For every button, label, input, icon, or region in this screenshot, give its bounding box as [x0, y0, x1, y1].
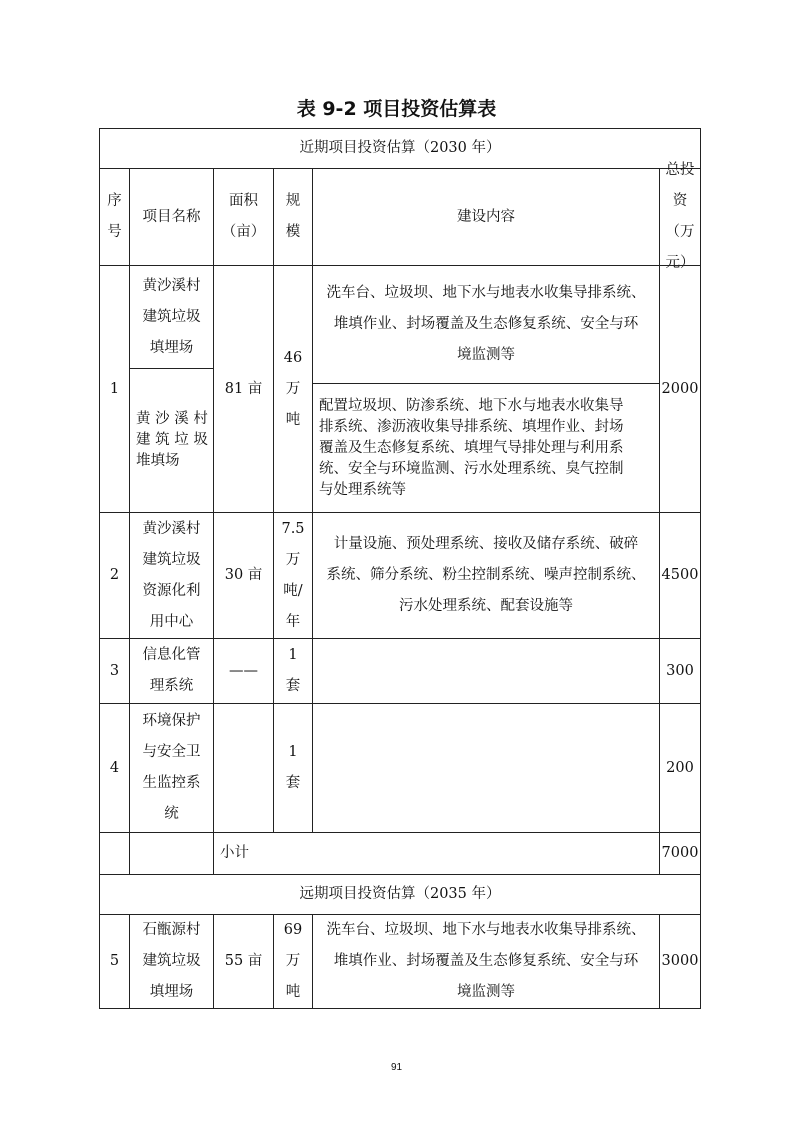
- row2-no: 2: [99, 512, 130, 639]
- row2-content: 计量设施、预处理系统、接收及储存系统、破碎 系统、筛分系统、粉尘控制系统、噪声控制系统、 污水处理系统、配套设施等: [312, 512, 660, 639]
- header-no: 序 号: [99, 168, 130, 266]
- row1-name-b: 黄 沙 溪 村 建 筑 垃 圾 堆填场: [129, 368, 214, 513]
- subtotal-label: 小计: [213, 832, 660, 875]
- header-scale: 规 模: [273, 168, 313, 266]
- row2-invest: 4500: [659, 512, 701, 639]
- subtotal-no: [99, 832, 130, 875]
- header-content: 建设内容: [312, 168, 660, 266]
- row3-scale: 1 套: [273, 638, 313, 704]
- near-term-section-header: 近期项目投资估算（2030 年）: [99, 128, 701, 169]
- row3-no: 3: [99, 638, 130, 704]
- row5-area: 55 亩: [213, 914, 274, 1009]
- header-area: 面积 （亩）: [213, 168, 274, 266]
- row2-scale: 7.5 万 吨/ 年: [273, 512, 313, 639]
- row4-area: [213, 703, 274, 833]
- row1-content-b: 配置垃圾坝、防渗系统、地下水与地表水收集导 排系统、渗沥液收集导排系统、填埋作业、封场 覆盖及生态修复系统、填埋气导排处理与利用系 统、安全与环境监测、污水处理系统、臭气控制 与处理系统等: [312, 383, 660, 513]
- row5-content: 洗车台、垃圾坝、地下水与地表水收集导排系统、 堆填作业、封场覆盖及生态修复系统、安全与环 境监测等: [312, 914, 660, 1009]
- row4-invest: 200: [659, 703, 701, 833]
- row3-name: 信息化管 理系统: [129, 638, 214, 704]
- row4-no: 4: [99, 703, 130, 833]
- page-number: 91: [390, 1062, 403, 1073]
- row3-content: [312, 638, 660, 704]
- row2-area: 30 亩: [213, 512, 274, 639]
- row5-scale: 69 万 吨: [273, 914, 313, 1009]
- row5-invest: 3000: [659, 914, 701, 1009]
- table-title: 表 9-2 项目投资估算表: [296, 98, 497, 120]
- row1-no: 1: [99, 265, 130, 513]
- row1-area: 81 亩: [213, 265, 274, 513]
- row5-name: 石甑源村 建筑垃圾 填埋场: [129, 914, 214, 1009]
- row4-name: 环境保护 与安全卫 生监控系 统: [129, 703, 214, 833]
- far-term-section-header: 远期项目投资估算（2035 年）: [99, 874, 701, 915]
- row1-content-a: 洗车台、垃圾坝、地下水与地表水收集导排系统、 堆填作业、封场覆盖及生态修复系统、安全与环 境监测等: [312, 265, 660, 384]
- header-invest: 总投资 （万 元）: [659, 168, 701, 266]
- subtotal-name: [129, 832, 214, 875]
- row1-name-a: 黄沙溪村 建筑垃圾 填埋场: [129, 265, 214, 369]
- row3-invest: 300: [659, 638, 701, 704]
- row1-invest: 2000: [659, 265, 701, 513]
- row1-scale: 46 万 吨: [273, 265, 313, 513]
- row3-area: ——: [213, 638, 274, 704]
- subtotal-value: 7000: [659, 832, 701, 875]
- row5-no: 5: [99, 914, 130, 1009]
- row4-scale: 1 套: [273, 703, 313, 833]
- row4-content: [312, 703, 660, 833]
- row2-name: 黄沙溪村 建筑垃圾 资源化利 用中心: [129, 512, 214, 639]
- header-name: 项目名称: [129, 168, 214, 266]
